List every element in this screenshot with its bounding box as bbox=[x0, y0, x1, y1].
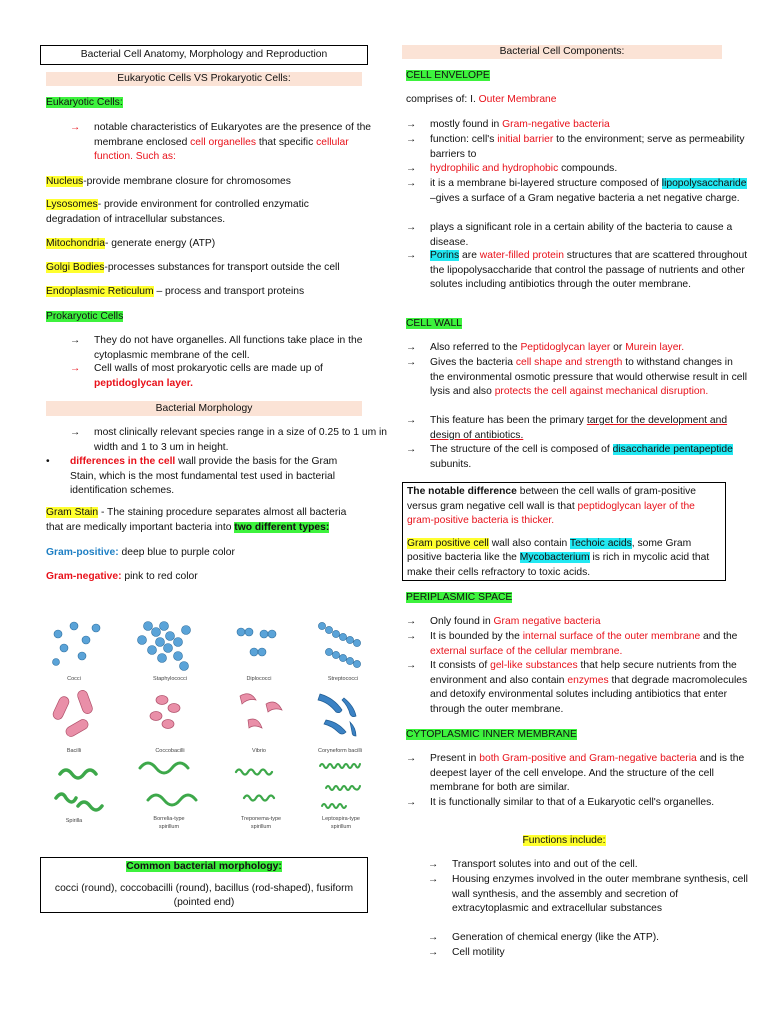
nucleus-line: Nucleus-provide membrane closure for chromosomes bbox=[46, 176, 291, 187]
wall-item-4: → The structure of the cell is composed of disaccharide pentapeptide subunits. bbox=[406, 444, 733, 470]
figure-label-bacilli: Bacilli bbox=[66, 748, 82, 754]
cim-heading: CYTOPLASMIC INNER MEMBRANE bbox=[406, 729, 577, 740]
cim-item-2: → It is functionally similar to that of a Eukaryotic cell's organelles. bbox=[406, 796, 748, 811]
arrow-icon: → bbox=[70, 122, 81, 133]
envelope-item-3: → hydrophilic and hydrophobic compounds. bbox=[406, 162, 748, 177]
bullet-icon: • bbox=[46, 456, 50, 467]
bacilli-drawing bbox=[51, 689, 93, 738]
arrow-icon: → bbox=[428, 947, 439, 958]
functions-heading: Functions include: bbox=[522, 835, 606, 846]
envelope-item-1: → mostly found in Gram-negative bacteria bbox=[406, 118, 748, 133]
vibrio-drawing bbox=[240, 694, 282, 728]
arrow-icon: → bbox=[406, 444, 417, 455]
figure-label-spirilla: Spirilla bbox=[65, 818, 83, 824]
arrow-icon: → bbox=[406, 342, 417, 353]
arrow-icon: → bbox=[406, 797, 417, 808]
envelope-item-2: → function: cell's initial barrier to the environment; serve as permeability barriers to bbox=[406, 134, 745, 160]
prok-item-1: → They do not have organelles. All functions take place in the cytoplasmic membrane of the cell. bbox=[70, 335, 363, 361]
wall-item-3: → This feature has been the primary target for the development and design of antibiotics. bbox=[406, 415, 728, 441]
figure-label-cocci: Cocci bbox=[67, 676, 81, 682]
peri-item-3: → It consists of gel-like substances that help secure nutrients from the environment and also contain enzymes that degrade macromolecules and detoxify environmental solutes including antibiotics that enter through the outer membrane. bbox=[406, 660, 748, 715]
figure-label-treponema: Treponema-type spirillum bbox=[240, 816, 282, 830]
morph-item-1: → most clinically relevant species range in a size of 0.25 to 1 um in width and 1 to 3 um in height. bbox=[70, 427, 388, 453]
cell-wall-heading: CELL WALL bbox=[406, 318, 462, 329]
cim-item-1: → Present in both Gram-positive and Gram-negative bacteria and is the deepest layer of the cell envelope. And the structure of the cell membrane for both are similar. bbox=[406, 753, 745, 794]
func-item-2: → Housing enzymes involved in the outer membrane synthesis, cell wall synthesis, and the assembly and secretion of extracytoplasmic and extracellular substances bbox=[428, 874, 748, 915]
document-title: Bacterial Cell Anatomy, Morphology and Reproduction bbox=[40, 45, 368, 65]
figure-label-coccobacilli: Coccobacilli bbox=[155, 748, 185, 754]
periplasmic-heading: PERIPLASMIC SPACE bbox=[406, 592, 513, 603]
figure-label-diplococci: Diplococci bbox=[246, 676, 272, 682]
lysosomes-line: Lysosomes- provide environment for controlled enzymatic degradation of intracellular substances. bbox=[46, 199, 309, 225]
arrow-icon: → bbox=[70, 363, 81, 374]
arrow-icon: → bbox=[406, 616, 417, 627]
figure-label-borrelia: Borrelia-type spirillum bbox=[153, 816, 185, 830]
section-band-components: Bacterial Cell Components: bbox=[402, 45, 722, 59]
coccobacilli-drawing bbox=[150, 696, 180, 729]
arrow-icon: → bbox=[406, 415, 417, 426]
arrow-icon: → bbox=[406, 631, 417, 642]
arrow-icon: → bbox=[428, 932, 439, 943]
gram-stain-paragraph: Gram Stain - The staining procedure separates almost all bacteria that are medically important bacteria into two different types: bbox=[46, 507, 347, 533]
wall-item-2: → Gives the bacteria cell shape and strength to withstand changes in the environmental osmotic pressure that would otherwise result in cell lysis and also protects the cell against mechanical disruption. bbox=[406, 357, 748, 398]
morph-item-2: • differences in the cell wall provide the basis for the Gram Stain, which is the most fundamental test used in bacterial identification schemes. bbox=[46, 456, 338, 497]
box-paragraph-1: The notable difference between the cell walls of gram-positive versus gram negative cell wall is that peptidoglycan layer of the gram-positive bacteria is thicker. bbox=[407, 486, 696, 527]
arrow-icon: → bbox=[70, 335, 81, 346]
gram-negative-line: Gram-negative: pink to red color bbox=[46, 571, 198, 582]
func-item-3: → Generation of chemical energy (like the ATP). bbox=[428, 931, 748, 946]
box-paragraph-2: Gram positive cell wall also contain Techoic acids, some Gram positive bacteria like the Mycobacterium is rich in mycolic acid that make their cells refractory to toxic acids. bbox=[407, 537, 710, 579]
arrow-icon: → bbox=[70, 427, 81, 438]
figure-label-vibrio: Vibrio bbox=[252, 748, 266, 754]
coryneform-drawing bbox=[318, 694, 356, 736]
wall-item-1: → Also referred to the Peptidoglycan layer or Murein layer. bbox=[406, 341, 748, 356]
cell-envelope-heading: CELL ENVELOPE bbox=[406, 70, 490, 81]
euk-characteristics-item: → notable characteristics of Eukaryotes are the presence of the membrane enclosed cell organelles that specific cellular function. Such as: bbox=[70, 122, 372, 163]
arrow-icon: → bbox=[406, 222, 417, 233]
borrelia-drawing bbox=[140, 763, 196, 805]
prok-heading: Prokaryotic Cells bbox=[46, 311, 124, 322]
spirilla-drawing bbox=[56, 770, 102, 810]
peri-item-2: → It is bounded by the internal surface of the outer membrane and the external surface of the cellular membrane. bbox=[406, 631, 738, 657]
cocci-drawing bbox=[53, 622, 101, 666]
func-item-4: → Cell motility bbox=[428, 946, 748, 961]
arrow-icon: → bbox=[406, 357, 417, 368]
peri-item-1: → Only found in Gram negative bacteria bbox=[406, 615, 748, 630]
section-band-euk-vs-prok: Eukaryotic Cells VS Prokaryotic Cells: bbox=[46, 72, 362, 86]
func-item-1: → Transport solutes into and out of the cell. bbox=[428, 858, 748, 873]
envelope-item-6: → Porins are water-filled protein structures that are scattered throughout the lipopolysaccharide that control the passage of nutrients and other solutes including antibiotics through the outer membrane. bbox=[406, 250, 748, 291]
notable-difference-box bbox=[402, 482, 726, 581]
diplococci-drawing bbox=[237, 628, 276, 656]
arrow-icon: → bbox=[406, 660, 417, 671]
er-line: Endoplasmic Reticulum – process and transport proteins bbox=[46, 286, 305, 297]
figure-label-leptospira: Leptospira-type spirillum bbox=[322, 816, 360, 830]
morphology-illustration bbox=[44, 612, 368, 838]
figure-label-staphylococci: Staphylococci bbox=[153, 676, 187, 682]
figure-label-streptococci: Streptococci bbox=[327, 676, 359, 682]
envelope-item-5: → plays a significant role in a certain ability of the bacteria to cause a disease. bbox=[406, 222, 733, 248]
streptococci-drawing bbox=[318, 622, 360, 667]
leptospira-drawing bbox=[320, 764, 360, 808]
arrow-icon: → bbox=[406, 178, 417, 189]
prok-item-2: → Cell walls of most prokaryotic cells are made up of peptidoglycan layer. bbox=[70, 363, 323, 389]
arrow-icon: → bbox=[428, 874, 439, 885]
arrow-icon: → bbox=[406, 163, 417, 174]
envelope-item-4: → it is a membrane bi-layered structure composed of lipopolysaccharide –gives a surface of a Gram negative bacteria a net negative charge. bbox=[406, 178, 747, 204]
arrow-icon: → bbox=[406, 753, 417, 764]
staphylococci-drawing bbox=[138, 622, 191, 671]
arrow-icon: → bbox=[406, 134, 417, 145]
arrow-icon: → bbox=[406, 119, 417, 130]
figure-label-coryneform: Coryneform bacilli bbox=[317, 748, 362, 754]
common-morphology-box: Common bacterial morphology: cocci (round), coccobacilli (round), bacillus (rod-shaped), fusiform (pointed end) bbox=[40, 857, 368, 913]
section-band-morphology: Bacterial Morphology bbox=[46, 401, 362, 416]
bacterial-morphology-figure bbox=[44, 612, 368, 838]
golgi-line: Golgi Bodies-processes substances for transport outside the cell bbox=[46, 262, 340, 273]
envelope-intro: comprises of: I. Outer Membrane bbox=[406, 94, 557, 105]
arrow-icon: → bbox=[406, 250, 417, 261]
mitochondria-line: Mitochondria- generate energy (ATP) bbox=[46, 238, 216, 249]
treponema-drawing bbox=[236, 770, 274, 801]
arrow-icon: → bbox=[428, 859, 439, 870]
euk-heading: Eukaryotic Cells: bbox=[46, 97, 123, 108]
gram-positive-line: Gram-positive: deep blue to purple color bbox=[46, 547, 235, 558]
